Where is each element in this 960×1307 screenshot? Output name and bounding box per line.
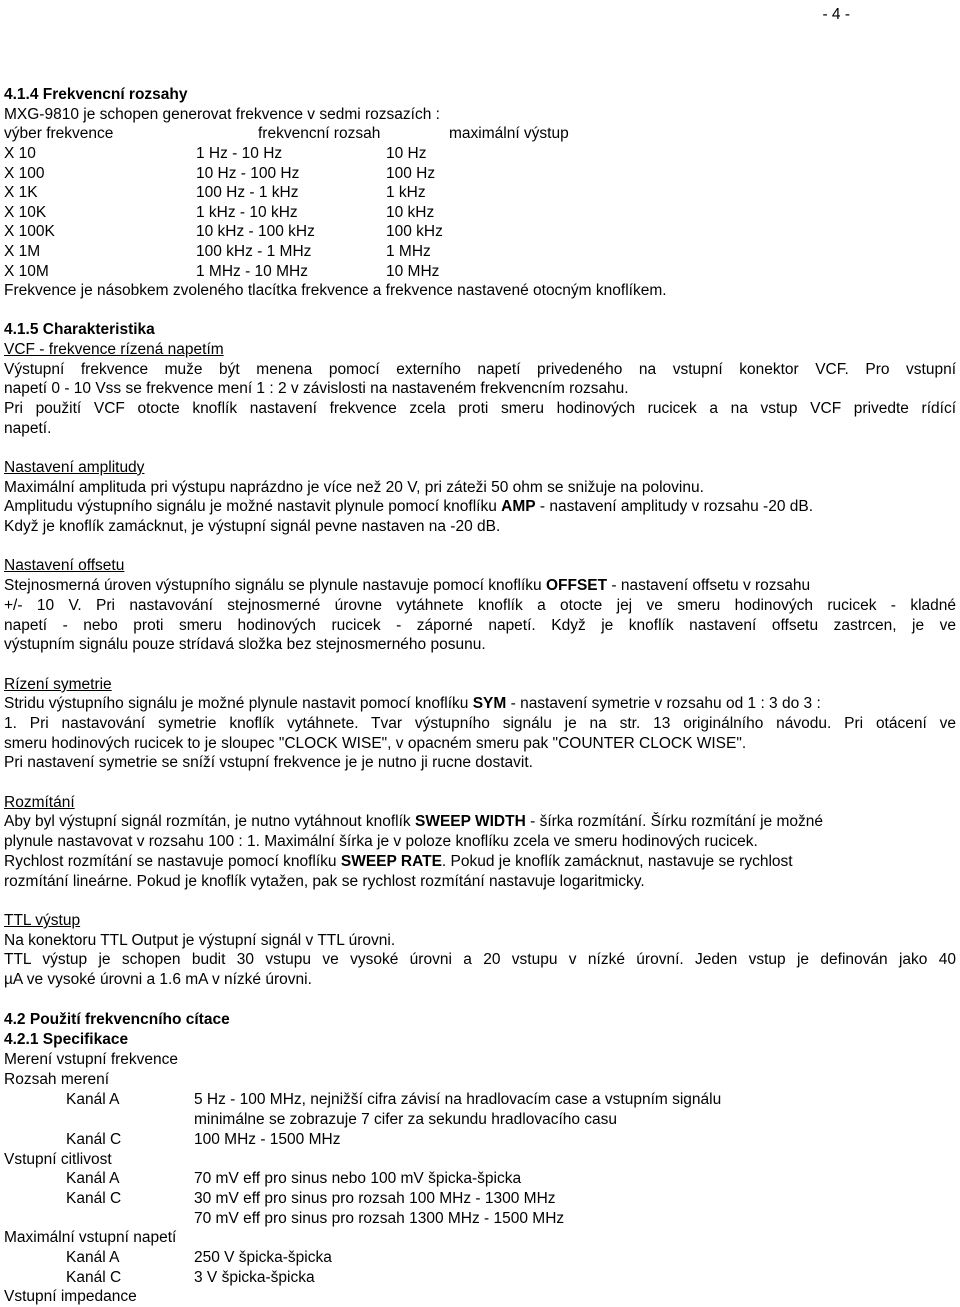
row-selection: X 100K xyxy=(4,223,55,240)
spec-value: 70 mV eff pro sinus pro rozsah 1300 MHz - 1500 MHz xyxy=(194,1210,565,1227)
channel-a-label: Kanál A xyxy=(66,1170,120,1187)
row-selection: X 1K xyxy=(4,184,38,201)
ttl-text: µA ve vysoké úrovni a 1.6 mA v nízké úrovni. xyxy=(4,971,312,988)
symmetry-text: smeru hodinových rucicek to je sloupec "CLOCK WISE", v opacném smeru pak "COUNTER CLOCK WISE". xyxy=(4,735,747,752)
row-range: 10 kHz - 100 kHz xyxy=(196,223,315,240)
amplitude-title: Nastavení amplitudy xyxy=(4,459,145,476)
amplitude-text-part: Amplitudu výstupního signálu je možné nastavit plynule pomocí knoflíku xyxy=(4,498,502,515)
spec-measure: Merení vstupní frekvence xyxy=(4,1051,179,1068)
symmetry-text-part: - nastavení symetrie v rozsahu od 1 : 3 do 3 : xyxy=(506,695,821,712)
section-heading-4-1-5: 4.1.5 Charakteristika xyxy=(4,321,155,338)
channel-c-label: Kanál C xyxy=(66,1190,122,1207)
vcf-text: napetí 0 - 10 Vss se frekvence mení 1 : 2 v závislosti na nastaveném frekvencním rozsahu. xyxy=(4,380,629,397)
spec-value: 30 mV eff pro sinus pro rozsah 100 MHz - 1300 MHz xyxy=(194,1190,556,1207)
symmetry-text-part: Stridu výstupního signálu je možné plynule nastavit pomocí knoflíku xyxy=(4,695,473,712)
sweep-width-knob-label: SWEEP WIDTH xyxy=(414,813,526,830)
section-heading-4-2: 4.2 Použití frekvencního cítace xyxy=(4,1011,230,1028)
channel-a-label: Kanál A xyxy=(66,1249,120,1266)
sweep-text-part: Aby byl výstupní signál rozmítán, je nutno vytáhnout knoflík xyxy=(4,813,415,830)
amplitude-text: Když je knoflík zamácknut, je výstupní signál pevne nastaven na -20 dB. xyxy=(4,518,501,535)
sweep-rate-knob-label: SWEEP RATE xyxy=(340,853,442,870)
header-max-output: maximální výstup xyxy=(449,125,569,142)
spec-value: minimálne se zobrazuje 7 cifer za sekundu hradlovacího casu xyxy=(194,1111,618,1128)
spec-value: 3 V špicka-špicka xyxy=(194,1269,315,1286)
row-selection: X 100 xyxy=(4,165,45,182)
sweep-text-part: - šírka rozmítání. Šírku rozmítání je možné xyxy=(525,813,823,830)
sym-knob-label: SYM xyxy=(472,695,507,712)
row-max-output: 10 kHz xyxy=(386,204,435,221)
header-selection: výber frekvence xyxy=(4,125,114,142)
row-range: 1 Hz - 10 Hz xyxy=(196,145,283,162)
spec-range-title: Rozsah merení xyxy=(4,1071,110,1088)
spec-value: 70 mV eff pro sinus nebo 100 mV špicka-špicka xyxy=(194,1170,522,1187)
amplitude-text xyxy=(4,497,956,517)
row-range: 100 kHz - 1 MHz xyxy=(196,243,312,260)
sweep-title: Rozmítání xyxy=(4,794,75,811)
row-max-output: 100 kHz xyxy=(386,223,443,240)
amp-knob-label: AMP xyxy=(501,498,536,515)
channel-c-label: Kanál C xyxy=(66,1131,122,1148)
offset-title: Nastavení offsetu xyxy=(4,557,125,574)
sweep-text-part: Rychlost rozmítání se nastavuje pomocí knoflíku xyxy=(4,853,341,870)
row-selection: X 1M xyxy=(4,243,41,260)
sweep-text xyxy=(4,812,956,832)
row-range: 1 kHz - 10 kHz xyxy=(196,204,298,221)
amplitude-text: Maximální amplituda pri výstupu naprázdno je více než 20 V, pri záteži 50 ohm se snižuje na polovinu. xyxy=(4,479,704,496)
row-max-output: 10 Hz xyxy=(386,145,427,162)
symmetry-text xyxy=(4,694,956,714)
vcf-text: Výstupní frekvence muže být menena pomocí externího napetí privedeného na vstupní konektor VCF. Pro vstupní xyxy=(4,361,956,378)
offset-knob-label: OFFSET xyxy=(545,577,608,594)
row-selection: X 10M xyxy=(4,263,49,280)
channel-c-label: Kanál C xyxy=(66,1269,122,1286)
ttl-text: Na konektoru TTL Output je výstupní signál v TTL úrovni. xyxy=(4,932,396,949)
sweep-text: plynule nastavovat v rozsahu 100 : 1. Maximální šírka je v poloze knoflíku zcela ve smeru hodinových rucicek. xyxy=(4,833,758,850)
vcf-text: Pri použití VCF otocte knoflík nastavení frekvence zcela proti smeru hodinových rucicek a na vstup VCF privedte rídící xyxy=(4,400,956,417)
symmetry-text: Pri nastavení symetrie se sníží vstupní frekvence je je nutno ji rucne dostavit. xyxy=(4,754,533,771)
sweep-text xyxy=(4,852,956,872)
ttl-text: TTL výstup je schopen budit 30 vstupu ve vysoké úrovni a 20 vstupu v nízké úrovní. Jeden vstup je definován jako 40 xyxy=(4,951,956,968)
symmetry-title: Rízení symetrie xyxy=(4,676,112,693)
offset-text: +/- 10 V. Pri nastavování stejnosmerné úrovne vytáhnete knoflík a otocte jej ve smeru hodinových rucicek - kladné xyxy=(4,597,956,614)
offset-text xyxy=(4,576,956,596)
section-heading-4-2-1: 4.2.1 Specifikace xyxy=(4,1031,129,1048)
offset-text-part: - nastavení offsetu v rozsahu xyxy=(607,577,811,594)
offset-text: napetí - nebo proti smeru hodinových rucicek - záporné napetí. Když je knoflík nastavení offsetu zastrcen, je ve xyxy=(4,617,956,634)
spec-value: 250 V špicka-špicka xyxy=(194,1249,332,1266)
ttl-title: TTL výstup xyxy=(4,912,81,929)
spec-impedance-title: Vstupní impedance xyxy=(4,1288,137,1305)
ranges-note: Frekvence je násobkem zvoleného tlacítka frekvence a frekvence nastavené otocným knoflíkem. xyxy=(4,282,667,299)
row-max-output: 100 Hz xyxy=(386,165,436,182)
offset-text-part: Stejnosmerná úroven výstupního signálu se plynule nastavuje pomocí knoflíku xyxy=(4,577,546,594)
symmetry-text: 1. Pri nastavování symetrie knoflík vytáhnete. Tvar výstupního signálu je na str. 13 originálního návodu. Pri otácení ve xyxy=(4,715,956,732)
ranges-intro: MXG-9810 je schopen generovat frekvence v sedmi rozsazích : xyxy=(4,106,440,123)
amplitude-text-part: - nastavení amplitudy v rozsahu -20 dB. xyxy=(535,498,814,515)
spec-sensitivity-title: Vstupní citlivost xyxy=(4,1151,112,1168)
row-max-output: 1 kHz xyxy=(386,184,426,201)
row-selection: X 10K xyxy=(4,204,47,221)
row-selection: X 10 xyxy=(4,145,36,162)
channel-a-label: Kanál A xyxy=(66,1091,120,1108)
row-max-output: 10 MHz xyxy=(386,263,440,280)
sweep-text-part: . Pokud je knoflík zamácknut, nastavuje se rychlost xyxy=(441,853,793,870)
sweep-text: rozmítání lineárne. Pokud je knoflík vytažen, pak se rychlost rozmítání nastavuje logaritmicky. xyxy=(4,873,645,890)
page-number: - 4 - xyxy=(822,6,850,23)
vcf-text: napetí. xyxy=(4,420,52,437)
row-range: 100 Hz - 1 kHz xyxy=(196,184,299,201)
row-max-output: 1 MHz xyxy=(386,243,431,260)
offset-text: výstupním signálu pouze strídavá složka bez stejnosmerného posunu. xyxy=(4,636,486,653)
spec-value: 5 Hz - 100 MHz, nejnižší cifra závisí na hradlovacím case a vstupním signálu xyxy=(194,1091,722,1108)
row-range: 1 MHz - 10 MHz xyxy=(196,263,308,280)
header-range: frekvencní rozsah xyxy=(258,125,381,142)
spec-value: 100 MHz - 1500 MHz xyxy=(194,1131,341,1148)
vcf-title: VCF - frekvence rízená napetím xyxy=(4,341,224,358)
section-heading-4-1-4: 4.1.4 Frekvencní rozsahy xyxy=(4,86,188,103)
spec-max-input-title: Maximální vstupní napetí xyxy=(4,1229,177,1246)
row-range: 10 Hz - 100 Hz xyxy=(196,165,300,182)
